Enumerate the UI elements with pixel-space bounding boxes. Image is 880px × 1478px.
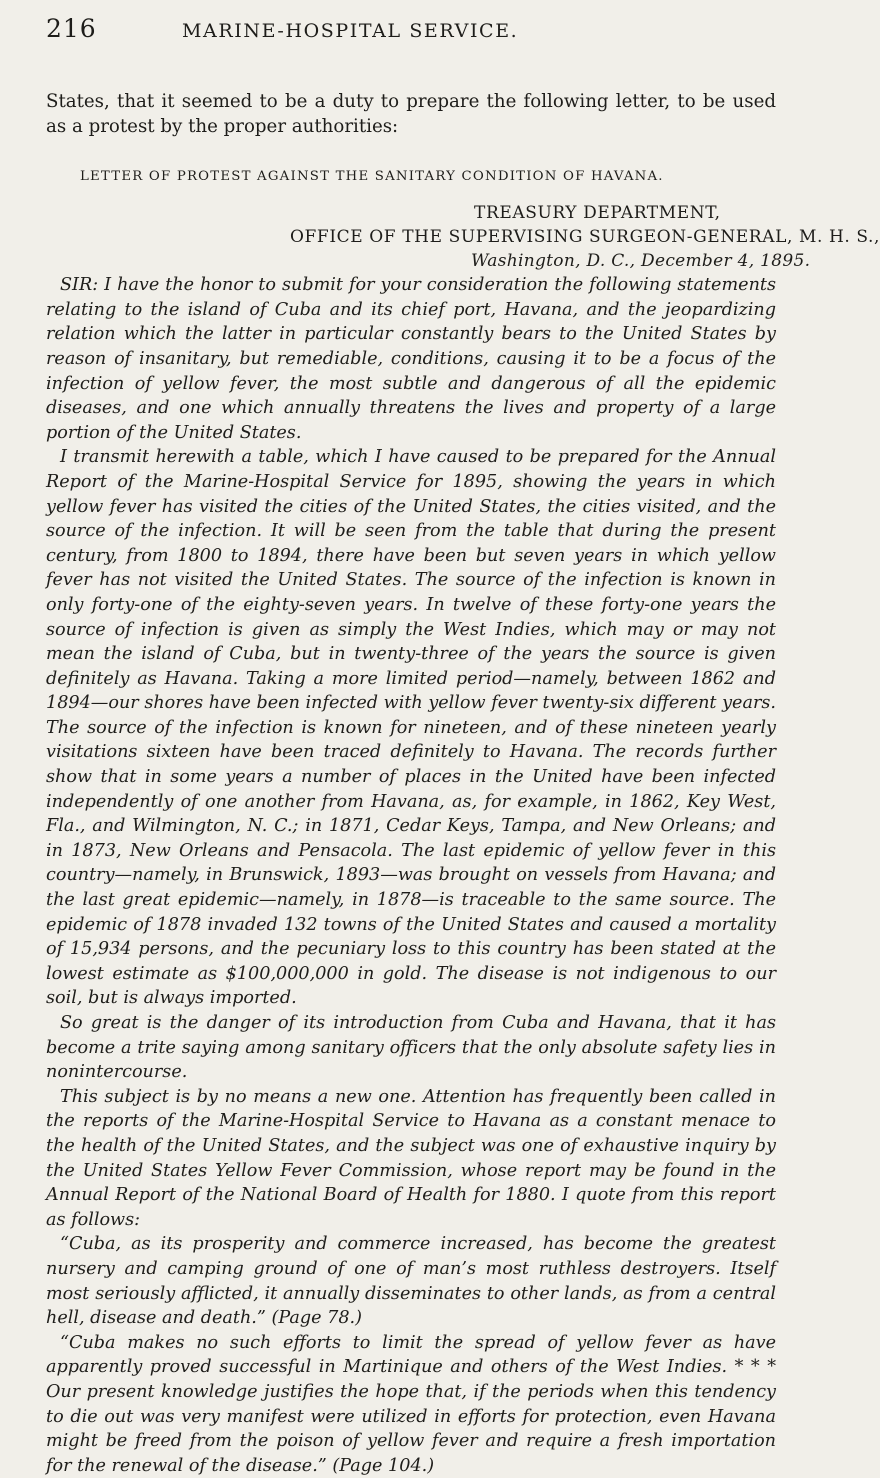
letter-paragraph-quote-2: “Cuba makes no such efforts to limit the spread of yellow fever as have apparently proved successful in Martinique and others of the West Indies. * * * Our present knowledge justifies the hope that, if the periods when this tendency to die out was very manifest were utilized in efforts for protection, even Havana might be freed from the poison of yellow fever and require a fresh importation for the renewal of the disease.” (Page 104.) — [46, 1332, 776, 1476]
letter-body — [46, 273, 776, 1478]
running-head — [46, 14, 776, 54]
letter-paragraph-danger: So great is the danger of its introduction from Cuba and Havana, that it has become a trite saying among sanitary officers that the only absolute safety lies in nonintercourse. — [46, 1013, 776, 1083]
letter-department: TREASURY DEPARTMENT, — [474, 203, 721, 224]
letter-paragraph-salutation: SIR: I have the honor to submit for your consideration the following statements relating to the island of Cuba and its chief port, Havana, and the jeopardizing relation which the latter in particular constantly bears to the United States by reason of insanitary, but remediable, conditions, causing it to be a focus of the infection of yellow fever, the most subtle and dangerous of all the epidemic diseases, and one which annually threatens the lives and property of a large portion of the United States. — [46, 275, 776, 443]
letter-paragraph-table: I transmit herewith a table, which I have caused to be prepared for the Annual Report of the Marine-Hospital Service for 1895, showing the years in which yellow fever has visited the cities of the United States, the cities visited, and the source of the infection. It will be seen from the table that during the present century, from 1800 to 1894, there have been but seven years in which yellow fever has not visited the United States. The source of the infection is known in only forty-one of the eighty-seven years. In twelve of these forty-one years the source of infection is given as simply the West Indies, which may or may not mean the island of Cuba, but in twenty-three of the years the source is given definitely as Havana. Taking a more limited period—namely, between 1862 and 1894—our shores have been infected with yellow fever twenty-six different years. The source of the infection is known for nineteen, and of these nineteen yearly visitations sixteen have been traced definitely to Havana. The records further show that in some years a number of places in the United have been infected independently of one another from Havana, as, for example, in 1862, Key West, Fla., and Wilmington, N. C.; in 1871, Cedar Keys, Tampa, and New Orleans; and in 1873, New Orleans and Pensacola. The last epidemic of yellow fever in this country—namely, in Brunswick, 1893—was brought on vessels from Havana; and the last great epidemic—namely, in 1878—is traceable to the same source. The epidemic of 1878 invaded 132 towns of the United States and caused a mortality of 15,934 persons, and the pecuniary loss to this country has been stated at the lowest estimate as $100,000,000 in gold. The disease is not indigenous to our soil, but is always imported. — [46, 447, 776, 1009]
running-title: MARINE-HOSPITAL SERVICE. — [182, 20, 519, 42]
letter-office: OFFICE OF THE SUPERVISING SURGEON-GENERAL, M. H. S., — [290, 227, 880, 248]
intro-paragraph: States, that it seemed to be a duty to prepare the following letter, to be used as a protest by the proper authorities: — [46, 91, 776, 137]
letter-paragraph-subject: This subject is by no means a new one. Attention has frequently been called in the reports of the Marine-Hospital Service to Havana as a constant menace to the health of the United States, and the subject was one of exhaustive inquiry by the United States Yellow Fever Commission, whose report may be found in the Annual Report of the National Board of Health for 1880. I quote from this report as follows: — [46, 1086, 776, 1230]
letter-paragraph-quote-1: “Cuba, as its prosperity and commerce increased, has become the greatest nursery and camping ground of one of man’s most ruthless destroyers. Itself most seriously afflicted, it annually disseminates to other lands, as from a central hell, disease and death.” (Page 78.) — [46, 1234, 776, 1329]
page-number: 216 — [46, 14, 97, 43]
letter-place-date: Washington, D. C., December 4, 1895. — [471, 251, 811, 272]
letter-heading: LETTER OF PROTEST AGAINST THE SANITARY CONDITION OF HAVANA. — [80, 169, 664, 185]
